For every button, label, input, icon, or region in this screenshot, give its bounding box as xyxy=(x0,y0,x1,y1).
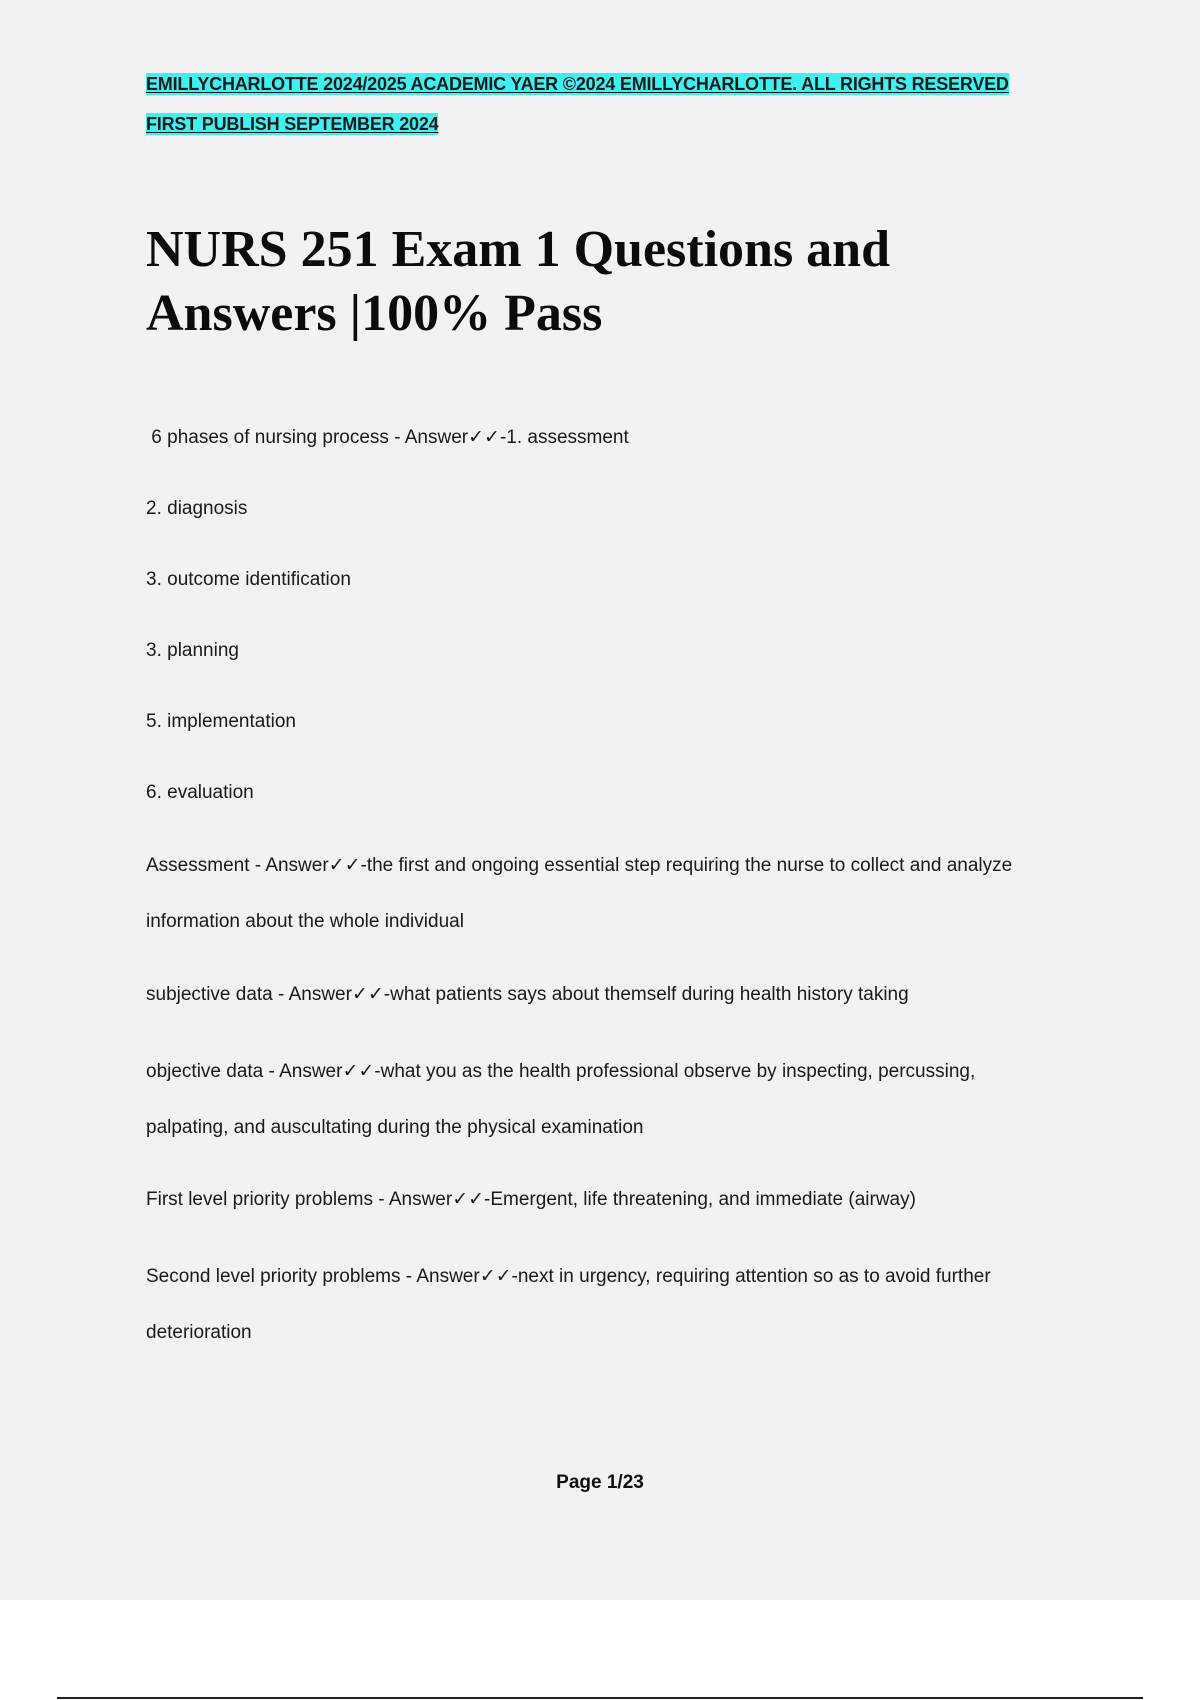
entry-line: information about the whole individual xyxy=(146,911,464,932)
entry-assessment xyxy=(146,838,1086,950)
copyright-line xyxy=(146,70,1106,98)
entry-subjective-data xyxy=(146,967,1086,1023)
entry-objective-data xyxy=(146,1044,1086,1156)
entry-line: deterioration xyxy=(146,1322,252,1343)
entry-line: subjective data - Answer✓✓-what patients says about themself during health history taking xyxy=(146,984,909,1005)
qa-content xyxy=(146,420,1086,1361)
phase-item: 2. diagnosis xyxy=(146,498,248,519)
entry-nursing-phases: 6 phases of nursing process - Answer✓✓-1. assessment xyxy=(146,427,629,448)
page-number: Page 1/23 xyxy=(556,1472,644,1493)
phase-item: 5. implementation xyxy=(146,711,296,732)
entry-line: Second level priority problems - Answer✓✓-next in urgency, requiring attention so as to avoid further xyxy=(146,1266,991,1287)
title-line-2: Answers |100% Pass xyxy=(146,285,603,342)
page-divider xyxy=(57,1697,1143,1699)
entry-first-level-priority xyxy=(146,1172,1086,1228)
entry-line: First level priority problems - Answer✓✓-Emergent, life threatening, and immediate (airway) xyxy=(146,1189,916,1210)
entry-line: objective data - Answer✓✓-what you as the health professional observe by inspecting, percussing, xyxy=(146,1061,976,1082)
publish-date-line xyxy=(146,110,1106,138)
copyright-header xyxy=(146,70,1106,138)
entry-line: palpating, and auscultating during the physical examination xyxy=(146,1117,644,1138)
phase-item: 3. outcome identification xyxy=(146,569,351,590)
title-line-1: NURS 251 Exam 1 Questions and xyxy=(146,221,891,278)
phase-item: 6. evaluation xyxy=(146,782,254,803)
phase-item: 3. planning xyxy=(146,640,239,661)
document-title xyxy=(146,218,1086,346)
entry-line: Assessment - Answer✓✓-the first and ongoing essential step requiring the nurse to collect and analyze xyxy=(146,855,1013,876)
copyright-text: EMILLYCHARLOTTE 2024/2025 ACADEMIC YAER ©2024 EMILLYCHARLOTTE. ALL RIGHTS RESERVED xyxy=(146,74,1009,94)
entry-second-level-priority xyxy=(146,1249,1086,1361)
publish-date-text: FIRST PUBLISH SEPTEMBER 2024 xyxy=(146,114,439,134)
